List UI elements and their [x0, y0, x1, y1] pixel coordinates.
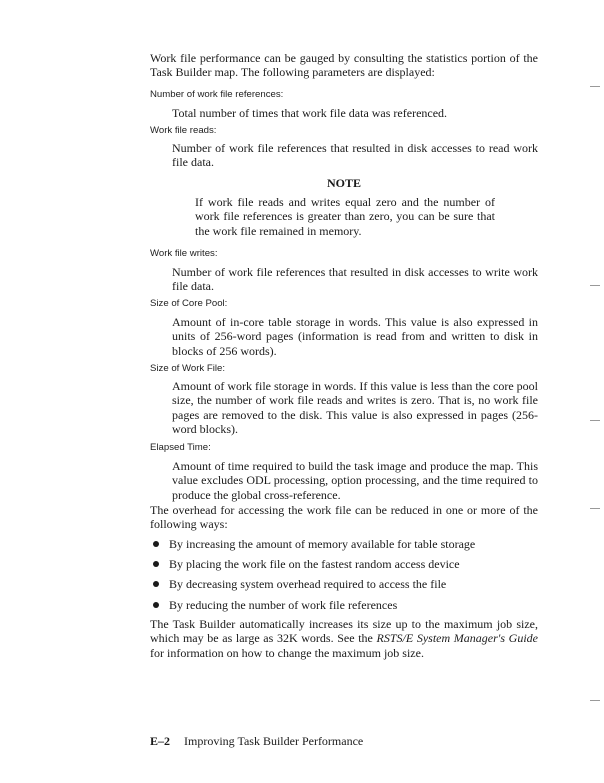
- overhead-paragraph: The overhead for accessing the work file can be reduced in one or more of the following ways:: [150, 503, 538, 532]
- intro-paragraph: Work file performance can be gauged by consulting the statistics portion of the Task Builder map. The following parameters are displayed:: [150, 51, 538, 80]
- scan-mark: [590, 508, 600, 509]
- param-text: Amount of work file storage in words. If this value is less than the core pool size, the number of work file reads and writes is zero. That is, no work file pages are removed to the disk. This value is also expressed in pages (256-word blocks).: [172, 379, 538, 436]
- note-heading: NOTE: [326, 176, 361, 190]
- scan-mark: [590, 700, 600, 701]
- bullet-icon: [153, 581, 159, 587]
- param-text: Number of work file references that resulted in disk accesses to write work file data.: [172, 265, 538, 294]
- bullet-item: By placing the work file on the fastest random access device: [150, 557, 460, 572]
- bullet-item: By reducing the number of work file references: [150, 598, 397, 613]
- param-text: Total number of times that work file data was referenced.: [172, 106, 448, 120]
- bullet-item: By increasing the amount of memory available for table storage: [150, 537, 475, 552]
- guide-title: RSTS/E System Manager's Guide: [376, 631, 538, 646]
- param-label: Work file writes:: [150, 248, 218, 259]
- chapter-title: Improving Task Builder Performance: [184, 734, 364, 748]
- bullet-icon: [153, 602, 159, 608]
- param-text: Amount of in-core table storage in words. This value is also expressed in units of 256-word pages (information is read from and written to disk in blocks of 256 words).: [172, 315, 538, 358]
- param-text: Number of work file references that resulted in disk accesses to read work file data.: [172, 141, 538, 170]
- param-label: Size of Work File:: [150, 363, 225, 374]
- scan-mark: [590, 86, 600, 87]
- final-paragraph: The Task Builder automatically increases its size up to the maximum job size, which may be as large as 32K words. See the RSTS/E System Manager's Guide for information on how to change the maximum job size.: [150, 617, 538, 660]
- bullet-icon: [153, 561, 159, 567]
- param-label: Number of work file references:: [150, 89, 284, 100]
- scan-mark: [590, 285, 600, 286]
- param-label: Elapsed Time:: [150, 442, 211, 453]
- bullet-item: By decreasing system overhead required to access the file: [150, 577, 446, 592]
- param-text: Amount of time required to build the task image and produce the map. This value excludes ODL processing, option processing, and the time required to produce the global cross-reference.: [172, 459, 538, 502]
- bullet-icon: [153, 541, 159, 547]
- page-number: E–2: [150, 734, 171, 748]
- param-label: Size of Core Pool:: [150, 298, 228, 309]
- page-footer: [150, 734, 363, 749]
- param-label: Work file reads:: [150, 125, 217, 136]
- scan-mark: [590, 420, 600, 421]
- note-text: If work file reads and writes equal zero and the number of work file references is greater than zero, you can be sure that the work file remained in memory.: [195, 195, 495, 238]
